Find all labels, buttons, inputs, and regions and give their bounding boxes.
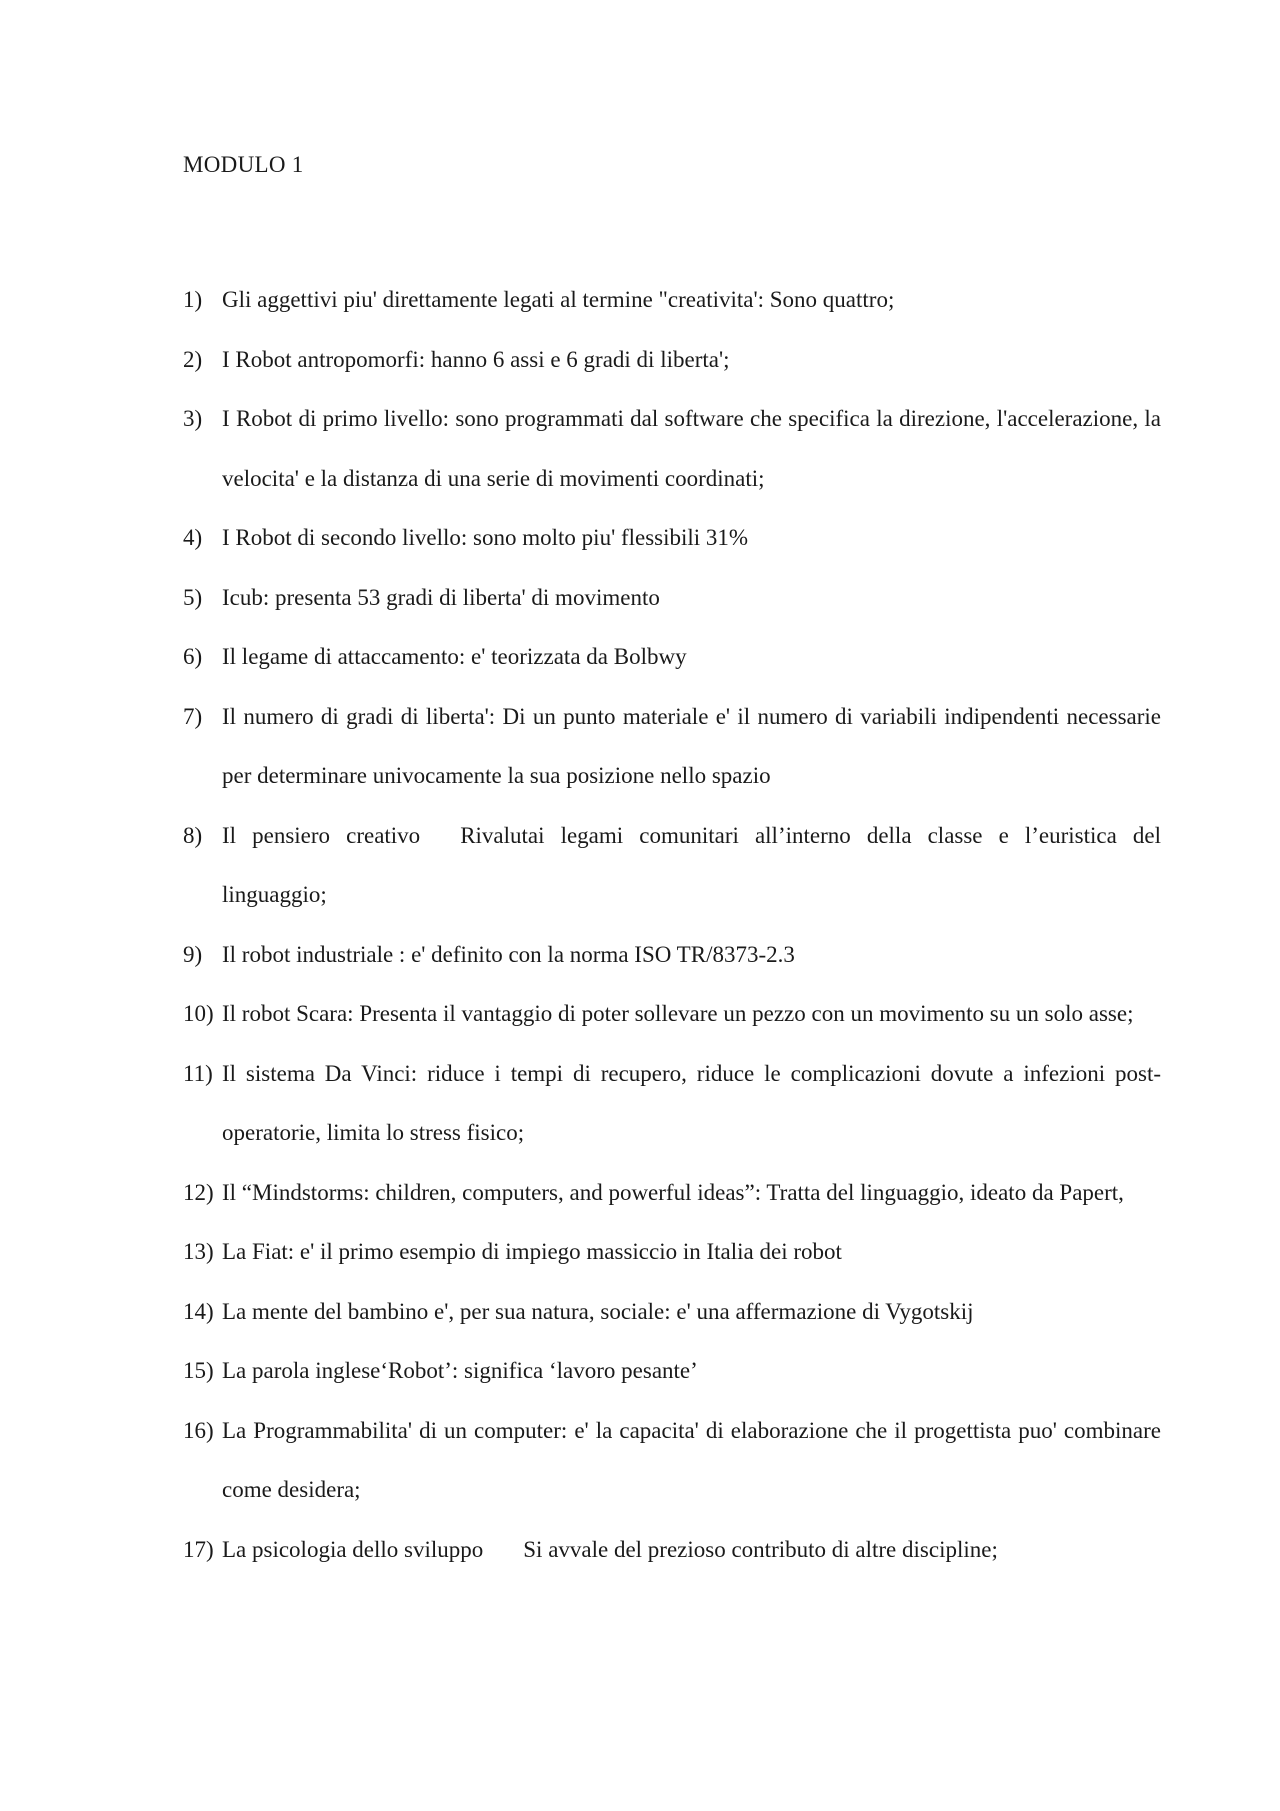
list-item (183, 508, 1161, 568)
item-text: Il legame di attaccamento: e' teorizzata da Bolbwy (222, 644, 687, 669)
item-text: Si avvale del prezioso contributo di altre discipline; (523, 1536, 998, 1562)
item-term: La psicologia dello sviluppo (222, 1536, 484, 1562)
list-item (183, 1163, 1161, 1223)
list-item (183, 270, 1161, 330)
item-number: 15) (183, 1358, 214, 1383)
item-number: 4) (183, 525, 203, 550)
item-text: I Robot di primo livello: sono programmati dal software che specifica la direzione, l'accelerazione, la velocita' e la distanza di una serie di movimenti coordinati; (222, 406, 1161, 491)
item-text: Il numero di gradi di liberta': Di un punto materiale e' il numero di variabili indipendenti necessarie per determinare univocamente la sua posizione nello spazio (222, 703, 1161, 788)
item-text: La Programmabilita' di un computer: e' la capacita' di elaborazione che il progettista puo' combinare come desidera; (222, 1417, 1161, 1502)
list-item (183, 1520, 1161, 1580)
item-text: Gli aggettivi piu' direttamente legati al termine "creativita': Sono quattro; (222, 287, 895, 312)
list-item (183, 568, 1161, 628)
list-item (183, 806, 1161, 925)
item-number: 16) (183, 1417, 214, 1443)
item-text: Il robot industriale : e' definito con la norma ISO TR/8373-2.3 (222, 941, 795, 967)
item-term: Il pensiero creativo (222, 822, 421, 848)
item-text-group (222, 1520, 1161, 1580)
item-text: La mente del bambino e', per sua natura, sociale: e' una affermazione di Vygotskij (222, 1298, 974, 1324)
item-number: 10) (183, 1001, 214, 1026)
list-item (183, 389, 1161, 508)
item-text-group (222, 806, 1161, 925)
item-number: 8) (183, 822, 203, 848)
item-number: 9) (183, 941, 203, 967)
list-item (183, 1044, 1161, 1163)
item-number: 14) (183, 1298, 214, 1324)
item-number: 7) (183, 703, 203, 729)
item-number: 5) (183, 584, 203, 610)
item-text: Il “Mindstorms: children, computers, and powerful ideas”: Tratta del linguaggio, ideato da Papert, (222, 1179, 1124, 1205)
item-number: 3) (183, 406, 203, 431)
item-number: 17) (183, 1536, 214, 1562)
item-number: 12) (183, 1179, 214, 1205)
list-item (183, 984, 1161, 1044)
item-number: 13) (183, 1239, 214, 1264)
page-title: MODULO 1 (183, 152, 304, 177)
item-text: Rivalutai legami comunitari all’interno della classe e l’euristica del linguaggio; (222, 822, 1162, 907)
list-item (183, 330, 1161, 390)
item-number: 6) (183, 644, 203, 669)
list-item (183, 1401, 1161, 1520)
item-text: Icub: presenta 53 gradi di liberta' di movimento (222, 584, 660, 610)
list-item (183, 925, 1161, 985)
item-text: La parola inglese‘Robot’: significa ‘lavoro pesante’ (222, 1358, 698, 1383)
list-item (183, 687, 1161, 806)
list-item (183, 627, 1161, 687)
item-number: 1) (183, 287, 203, 312)
item-text: Il sistema Da Vinci: riduce i tempi di recupero, riduce le complicazioni dovute a infezioni post-operatorie, limita lo stress fisico; (222, 1060, 1161, 1145)
item-number: 2) (183, 346, 203, 372)
item-text: I Robot antropomorfi: hanno 6 assi e 6 gradi di liberta'; (222, 346, 730, 372)
item-text: I Robot di secondo livello: sono molto piu' flessibili 31% (222, 525, 749, 550)
item-text: Il robot Scara: Presenta il vantaggio di poter sollevare un pezzo con un movimento su un solo asse; (222, 1001, 1134, 1026)
answer-list (183, 270, 1161, 1579)
list-item (183, 1222, 1161, 1282)
item-number: 11) (183, 1060, 213, 1086)
list-item (183, 1341, 1161, 1401)
item-text: La Fiat: e' il primo esempio di impiego massiccio in Italia dei robot (222, 1239, 842, 1264)
list-item (183, 1282, 1161, 1342)
